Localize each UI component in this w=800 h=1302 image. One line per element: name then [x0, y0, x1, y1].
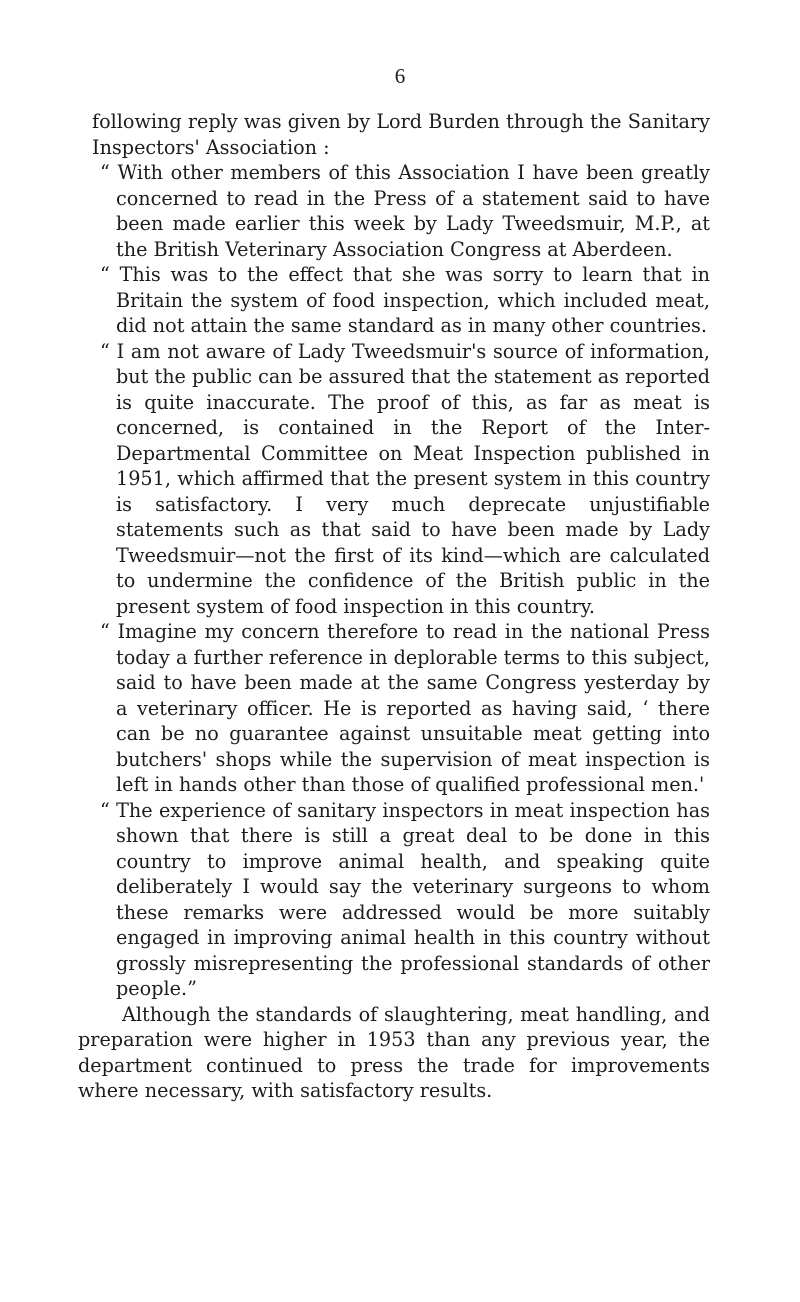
quote-paragraph-1: “ With other members of this Association I have been greatly concerned to read in the Press of a statement said to have been made earlier this week by Lady Tweedsmuir, M.P., at the British Veterinary Association Congress at Aberdeen.: [100, 161, 710, 261]
quote-paragraph-4: “ Imagine my concern therefore to read in the national Press today a further reference in deplorable terms to this subject, said to have been made at the same Congress yesterday by a veterinary officer. He is reported as having said, ‘ there can be no guarantee against unsuitable meat getting into butchers' shops while the supervision of meat inspection is left in hands other than those of qualified professional men.': [100, 620, 710, 796]
quote-paragraph-2: “ This was to the effect that she was sorry to learn that in Britain the system of food inspection, which included meat, did not attain the same standard as in many other countries.: [100, 263, 710, 337]
page-number: 6: [394, 64, 406, 88]
quote-paragraph-3: “ I am not aware of Lady Tweedsmuir's source of information, but the public can be assured that the statement as reported is quite inaccurate. The proof of this, as far as meat is concerned, is contained in the Report of the Inter-Departmental Committee on Meat Inspection published in 1951, which affirmed that the present system in this country is satisfactory. I very much deprecate unjustifiable statements such as that said to have been made by Lady Tweedsmuir—not the first of its kind—which are calculated to undermine the confidence of the British public in the present system of food inspection in this country.: [100, 339, 710, 618]
closing-paragraph: Although the standards of slaughtering, meat handling, and preparation were higher in 1953 than any previous year, the department continued to press the trade for improvements where necessary, with satisfactory results.: [78, 1002, 710, 1102]
quote-paragraph-5: “ The experience of sanitary inspectors in meat inspection has shown that there is still a great deal to be done in this country to improve animal health, and speaking quite deliberately I would say the veterinary surgeons to whom these remarks were addressed would be more suitably engaged in improving animal health in this country without grossly misrepresenting the professional standards of other people.”: [100, 798, 710, 1000]
intro-paragraph: following reply was given by Lord Burden through the Sanitary Inspectors' Association :: [92, 110, 710, 159]
body-text: [78, 109, 710, 1104]
